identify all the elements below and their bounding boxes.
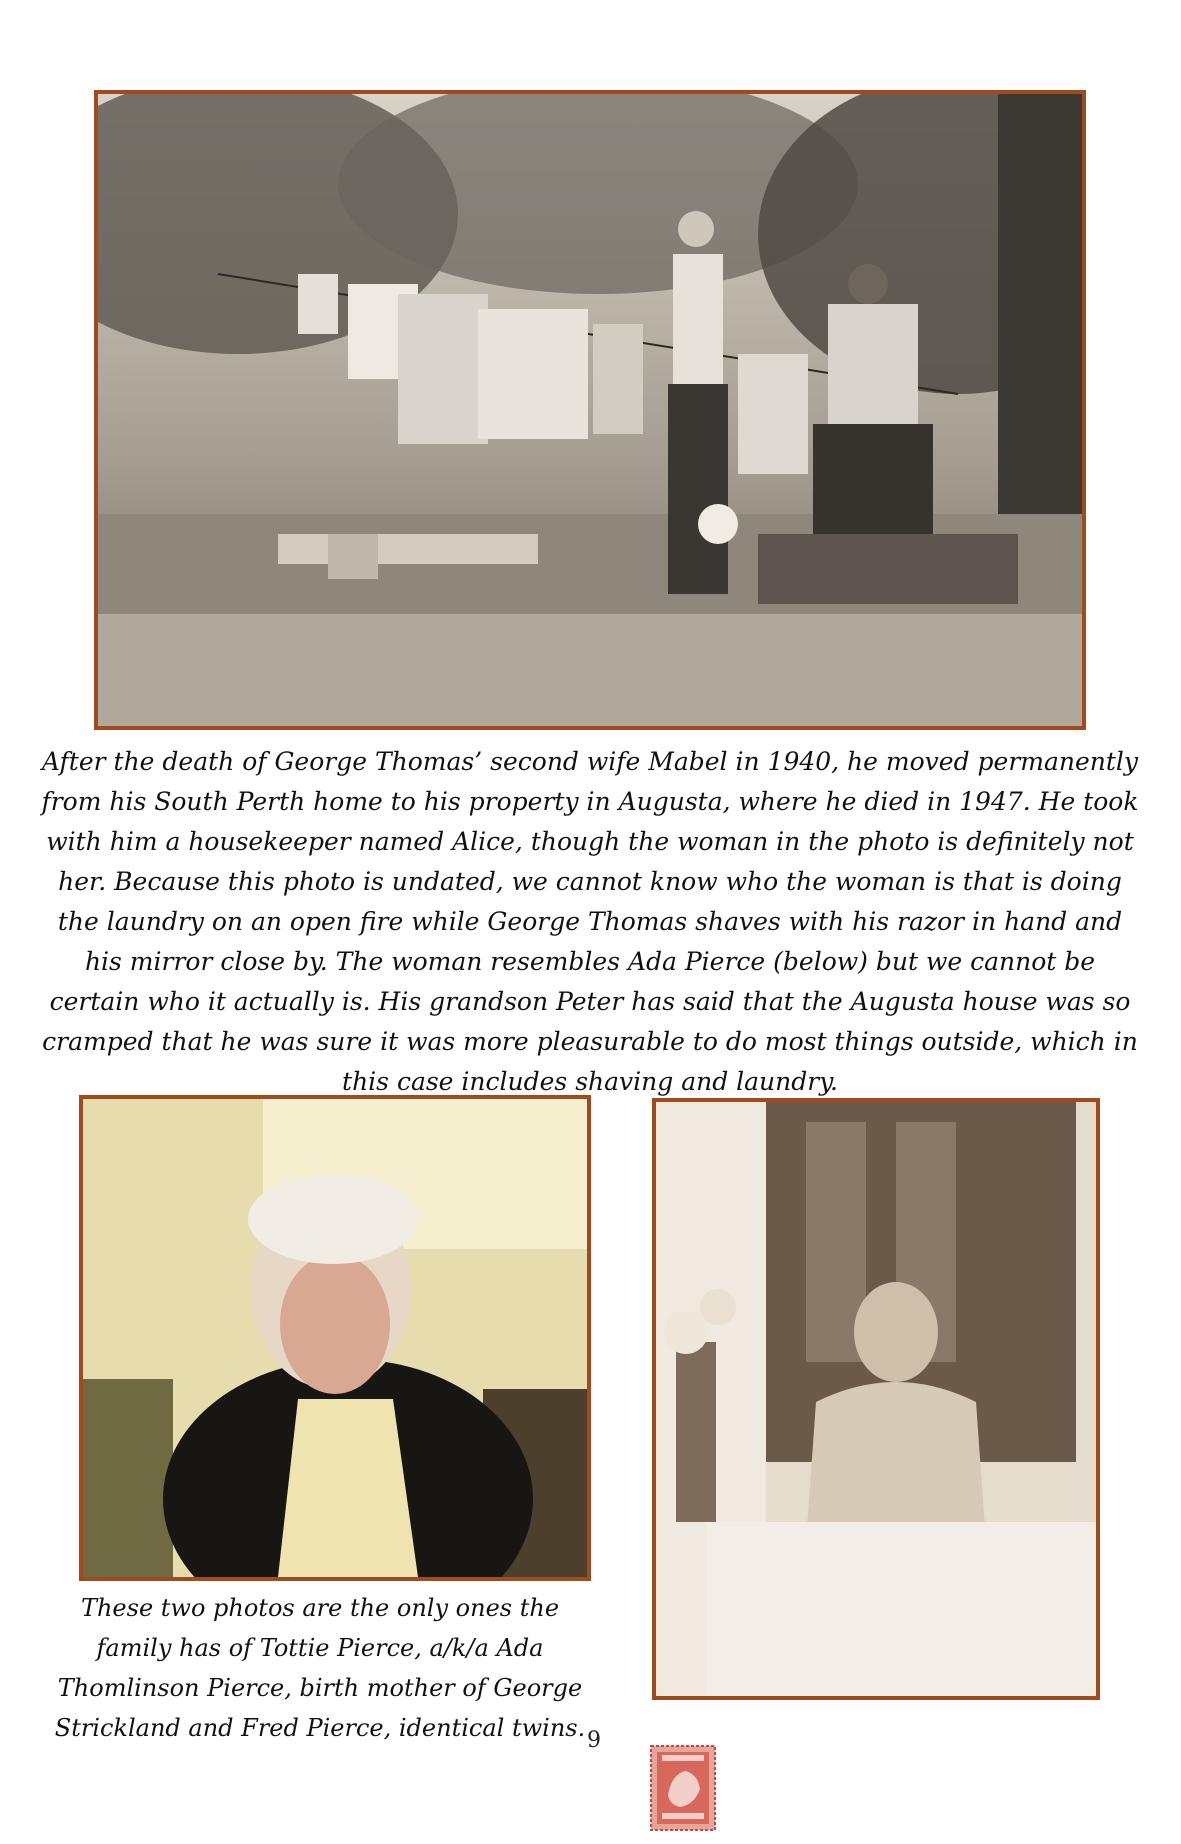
page-number: 9	[587, 1728, 601, 1753]
outdoor-laundry-image	[98, 94, 1082, 726]
postage-stamp-icon	[650, 1745, 716, 1831]
sepia-table-photo	[652, 1098, 1100, 1700]
portrait-photo	[79, 1095, 591, 1581]
sepia-table-image	[656, 1102, 1096, 1696]
outdoor-laundry-photo	[94, 90, 1086, 730]
bottom-photos-caption: These two photos are the only ones the family has of Tottie Pierce, a/k/a Ada Thomlinson Pierce, birth mother of George Strickland and Fred Pierce, identical twins.	[54, 1594, 586, 1742]
top-photo-caption: After the death of George Thomas’ second wife Mabel in 1940, he moved permanently from his South Perth home to his property in Augusta, where he died in 1947. He took with him a housekeeper named Alice, though the woman in the photo is definitely not her. Because this photo is undated, we cannot know who the woman is that is doing the laundry on an open fire while George Thomas shaves with his razor in hand and his mirror close by. The woman resembles Ada Pierce (below) but we cannot be certain who it actually is. His grandson Peter has said that the Augusta house was so cramped that he was sure it was more pleasurable to do most things outside, which in this case includes shaving and laundry.	[41, 747, 1139, 1096]
portrait-image	[83, 1099, 587, 1577]
